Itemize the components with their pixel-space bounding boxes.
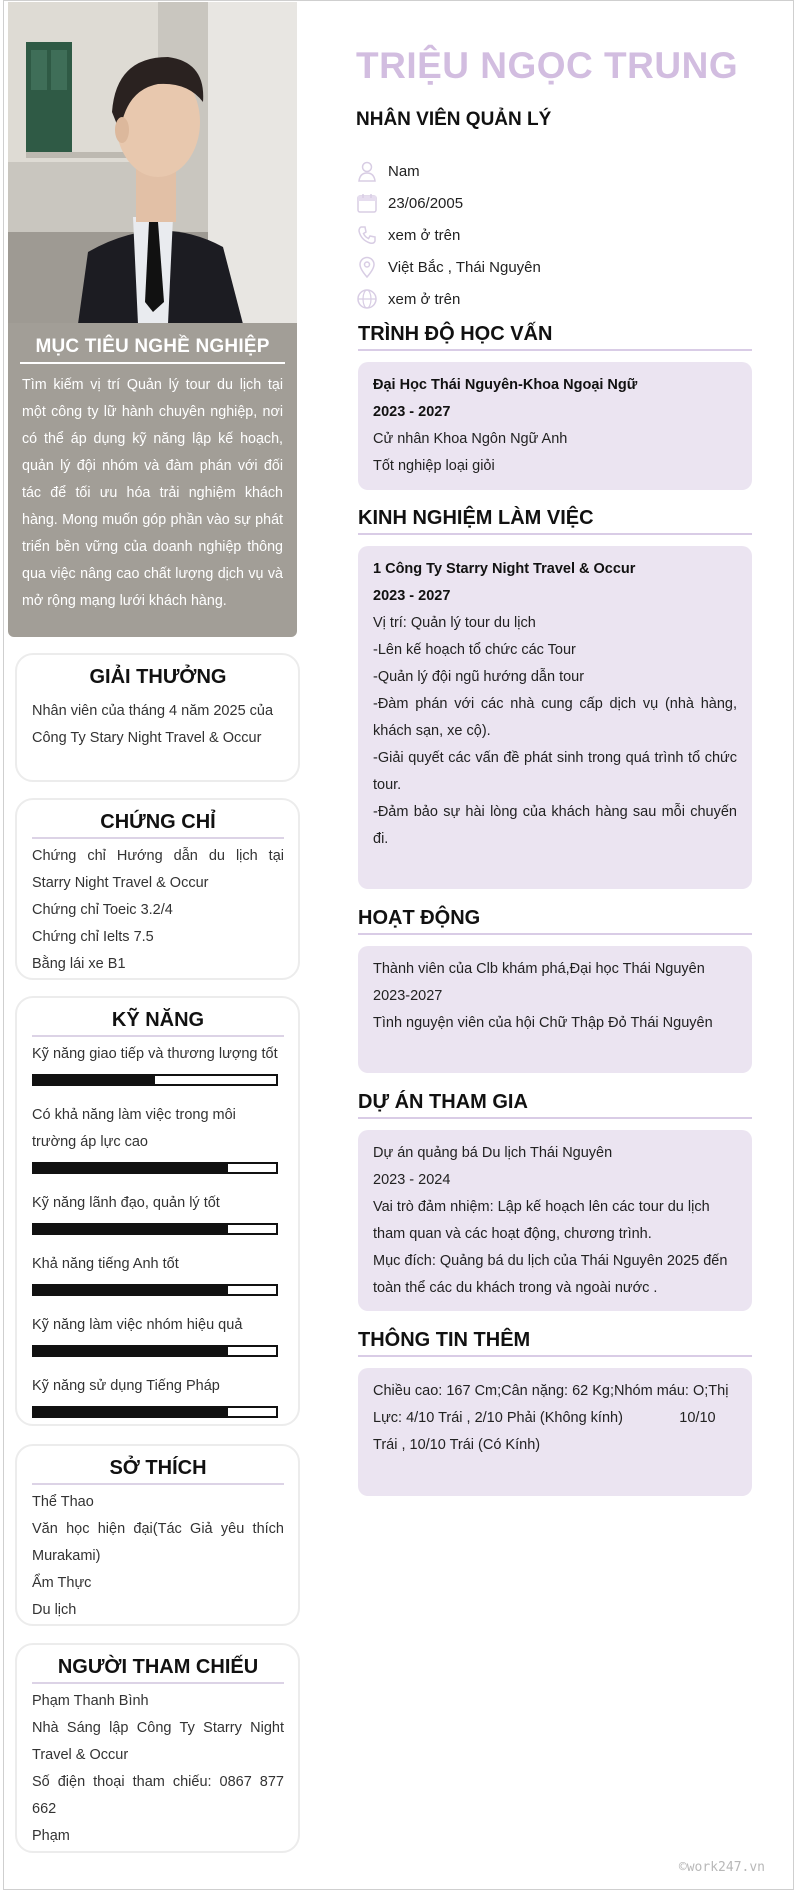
additional-info-text: Chiều cao: 167 Cm;Cân nặng: 62 Kg;Nhóm máu: O;Thị Lực: 4/10 Trái , 2/10 Phải (Không kính) 10/10 Trái , 10/10 Trái (Có Kính) [373,1383,733,1453]
experience-period: 2023 - 2027 [373,588,451,604]
certificate-item: Chứng chỉ Ielts 7.5 [32,929,154,945]
skill-label: Kỹ năng giao tiếp và thương lượng tốt [32,1046,278,1062]
contact-gender [356,155,541,187]
references-section [15,1643,300,1853]
career-objective-section [8,323,297,637]
education-box [358,362,752,490]
skill-level-bar [32,1406,278,1418]
hobbies-title: SỞ THÍCH [32,1454,284,1485]
education-title: TRÌNH ĐỘ HỌC VẤN [358,323,752,351]
projects-title: DỰ ÁN THAM GIA [358,1091,752,1119]
education-period: 2023 - 2027 [373,404,451,420]
certificate-item: Chứng chỉ Toeic 3.2/4 [32,902,173,918]
skill-item [32,1373,284,1418]
additional-info-section [358,1329,752,1496]
objective-title: MỤC TIÊU NGHỀ NGHIỆP [20,336,285,364]
skill-level-bar [32,1074,278,1086]
experience-box [358,546,752,889]
additional-info-box [358,1368,752,1496]
award-item: Nhân viên của tháng 4 năm 2025 của Công Ty Stary Night Travel & Occur [32,703,274,746]
skill-item [32,1251,284,1296]
reference-item: Phạm [32,1828,70,1844]
contact-text: xem ở trên [388,226,461,244]
skills-title: KỸ NĂNG [32,1006,284,1037]
project-line: Dự án quảng bá Du lịch Thái Nguyên [373,1145,613,1161]
skill-item [32,1102,284,1174]
experience-detail: -Quản lý đội ngũ hướng dẫn tour [373,669,585,685]
activity-line: Thành viên của Clb khám phá,Đại học Thái Nguyên [373,961,705,977]
user-icon [356,160,378,182]
experience-detail: -Đàm phán với các nhà cung cấp dịch vụ (nhà hàng, khách sạn, xe cộ). [373,696,737,739]
education-detail: Tốt nghiệp loại giỏi [373,458,495,474]
skill-label: Khả năng tiếng Anh tốt [32,1256,179,1272]
project-line: Vai trò đảm nhiệm: Lập kế hoạch lên các tour du lịch tham quan và các hoạt động, chương trình. [373,1199,710,1242]
certificates-section [15,798,300,980]
skill-level-bar [32,1284,278,1296]
certificates-title: CHỨNG CHỈ [32,808,284,839]
experience-detail: -Giải quyết các vấn đề phát sinh trong quá trình tổ chức tour. [373,750,737,793]
projects-section [358,1091,752,1311]
references-title: NGƯỜI THAM CHIẾU [32,1653,284,1684]
skill-item [32,1312,284,1357]
experience-section [358,507,752,889]
experience-detail: -Đảm bảo sự hài lòng của khách hàng sau mỗi chuyến đi. [373,804,737,847]
skill-level-fill [34,1347,228,1355]
skill-level-fill [34,1164,228,1172]
reference-item: Số điện thoại tham chiếu: 0867 877 662 [32,1774,284,1817]
skills-section [15,996,300,1426]
experience-company: 1 Công Ty Starry Night Travel & Occur [373,561,636,577]
skill-level-bar [32,1345,278,1357]
experience-detail: -Lên kế hoạch tổ chức các Tour [373,642,576,658]
contact-text: Việt Bắc , Thái Nguyên [388,258,541,276]
skill-level-bar [32,1223,278,1235]
hobby-item: Du lịch [32,1602,77,1618]
phone-icon [356,224,378,246]
skill-level-fill [34,1225,228,1233]
contact-phone [356,219,541,251]
contact-list [356,155,541,315]
project-line: 2023 - 2024 [373,1172,451,1188]
awards-section [15,653,300,782]
objective-text: Tìm kiếm vị trí Quản lý tour du lịch tại một công ty lữ hành chuyên nghiệp, nơi có thể áp dụng kỹ năng lập kế hoạch, quản lý đội nhóm và đàm phán với đối tác để tối ưu hóa trải nghiệm khách hàng. Mong muốn góp phần vào sự phát triển bền vững của doanh nghiệp thông qua việc nâng cao chất lượng dịch vụ và mở rộng mạng lưới khách hàng. [22,377,283,609]
additional-info-title: THÔNG TIN THÊM [358,1329,752,1357]
skill-label: Kỹ năng lãnh đạo, quản lý tốt [32,1195,220,1211]
skill-level-bar [32,1162,278,1174]
cv-page [3,0,794,1890]
watermark: ©work247.vn [678,1860,765,1875]
contact-text: 23/06/2005 [388,194,464,212]
hobby-item: Văn học hiện đại(Tác Giả yêu thích Murakami) [32,1521,284,1564]
awards-title: GIẢI THƯỞNG [89,666,227,688]
contact-birthday [356,187,541,219]
skill-label: Có khả năng làm việc trong môi trường áp lực cao [32,1107,236,1150]
experience-title: KINH NGHIỆM LÀM VIỆC [358,507,752,535]
skill-level-fill [34,1286,228,1294]
globe-icon [356,288,378,310]
certificate-item: Chứng chỉ Hướng dẫn du lịch tại Starry Night Travel & Occur [32,848,284,891]
activities-section [358,907,752,1073]
activity-line: 2023-2027 [373,988,443,1004]
contact-address [356,251,541,283]
education-detail: Cử nhân Khoa Ngôn Ngữ Anh [373,431,568,447]
location-icon [356,256,378,278]
contact-text: Nam [388,162,420,180]
project-line: Mục đích: Quảng bá du lịch của Thái Nguyên 2025 đến toàn thể các du khách trong và ngoài nước . [373,1253,728,1296]
profile-photo [8,2,297,324]
education-section [358,323,752,490]
hobby-item: Ẩm Thực [32,1575,92,1591]
job-title: NHÂN VIÊN QUẢN LÝ [356,109,552,130]
skill-label: Kỹ năng làm việc nhóm hiệu quả [32,1317,243,1333]
projects-box [358,1130,752,1311]
skill-item [32,1190,284,1235]
skill-level-fill [34,1408,228,1416]
reference-item: Phạm Thanh Bình [32,1693,149,1709]
certificate-item: Bằng lái xe B1 [32,956,126,972]
contact-text: xem ở trên [388,290,461,308]
reference-item: Nhà Sáng lập Công Ty Starry Night Travel & Occur [32,1720,284,1763]
skill-item [32,1041,284,1086]
activity-line: Tình nguyện viên của hội Chữ Thập Đỏ Thái Nguyên [373,1015,713,1031]
education-school: Đại Học Thái Nguyên-Khoa Ngoại Ngữ [373,377,638,393]
contact-website [356,283,541,315]
skill-level-fill [34,1076,155,1084]
activities-box [358,946,752,1073]
skill-label: Kỹ năng sử dụng Tiếng Pháp [32,1378,220,1394]
hobbies-section [15,1444,300,1626]
experience-detail: Vị trí: Quản lý tour du lịch [373,615,536,631]
hobby-item: Thể Thao [32,1494,94,1510]
calendar-icon [356,192,378,214]
candidate-name: TRIỆU NGỌC TRUNG [356,45,739,86]
activities-title: HOẠT ĐỘNG [358,907,752,935]
